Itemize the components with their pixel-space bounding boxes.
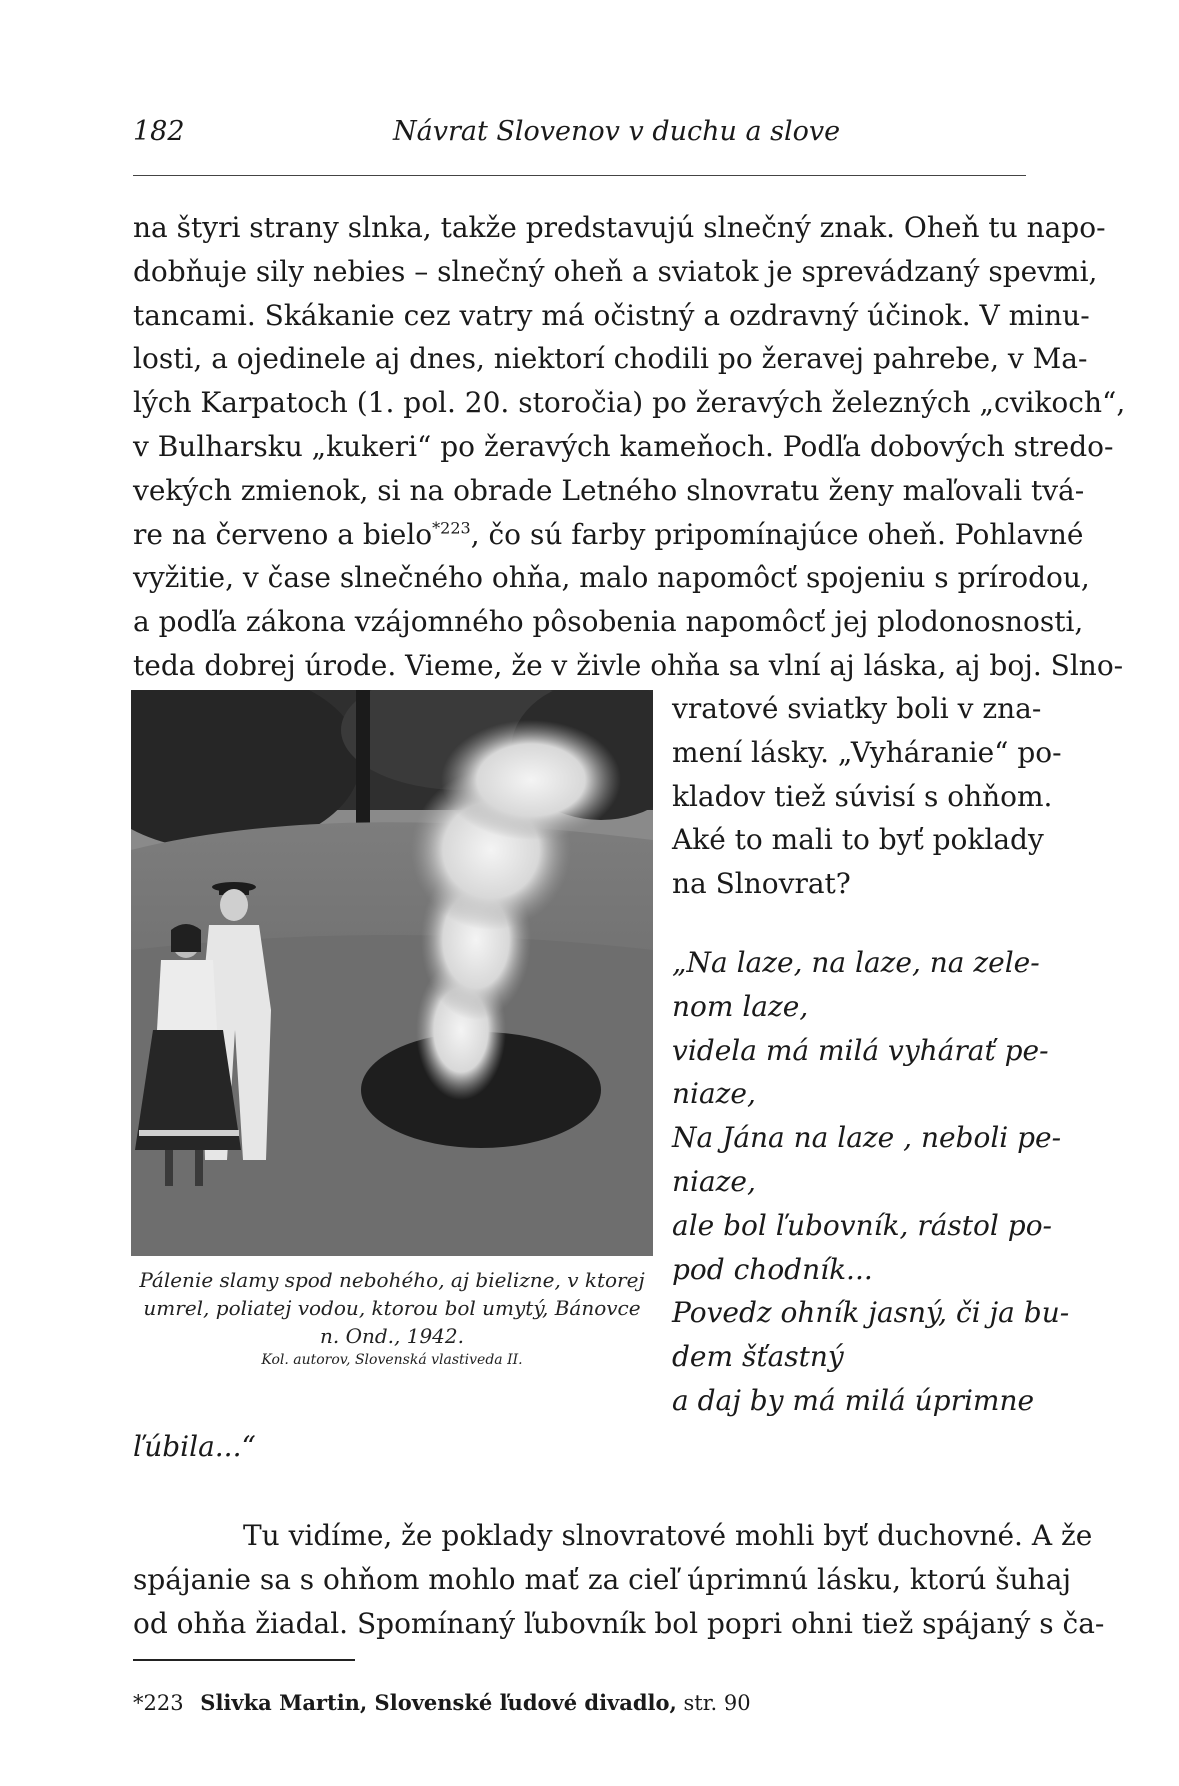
verse-line: nom laze, xyxy=(672,989,809,1023)
caption-text: Pálenie slamy spod nebohého, aj bielizne, v ktorej umrel, poliatej vodou, ktorou bol umytý, Bánovce n. Ond., 1942. xyxy=(139,1268,645,1348)
footnote-source: Slivka Martin, Slovenské ľudové divadlo, xyxy=(200,1690,677,1715)
caption-source: Kol. autorov, Slovenská vlastiveda II. xyxy=(261,1352,523,1368)
footnote-page: str. 90 xyxy=(683,1691,751,1715)
text-line: v Bulharsku „kukeri“ po žeravých kameňoch. Podľa dobových stredo- xyxy=(133,429,1114,463)
footnote-rule xyxy=(133,1659,355,1661)
verse-line: ale bol ľubovník, rástol po- xyxy=(672,1208,1053,1242)
text-line: lých Karpatoch (1. pol. 20. storočia) po žeravých železných „cvikoch“, xyxy=(133,386,1126,420)
text-line: Aké to mali to byť poklady xyxy=(672,823,1044,857)
body-paragraph-bottom xyxy=(133,1514,1105,1645)
text-line: teda dobrej úrode. Vieme, že v živle ohňa sa vlní aj láska, aj boj. Slno- xyxy=(133,648,1124,682)
verse-line: „Na laze, na laze, na zele- xyxy=(672,946,1040,979)
text-line: dobňuje sily nebies – slnečný oheň a sviatok je sprevádzaný spevmi, xyxy=(133,254,1098,288)
verse-line: a daj by má milá úprimne xyxy=(672,1383,1035,1417)
verse-line: dem šťastný xyxy=(672,1340,844,1374)
text-line: mení lásky. „Vyháranie“ po- xyxy=(672,735,1062,769)
verse-end: ľúbila...“ xyxy=(133,1430,256,1463)
text-line: kladov tiež súvisí s ohňom. xyxy=(672,779,1053,813)
running-title: Návrat Slovenov v duchu a slove xyxy=(393,116,841,147)
text-line: Tu vidíme, že poklady slnovratové mohli byť duchovné. A že xyxy=(243,1519,1093,1552)
text-line: vyžitie, v čase slnečného ohňa, malo napomôcť spojeniu s prírodou, xyxy=(133,561,1090,595)
verse-line: Na Jána na laze , neboli pe- xyxy=(672,1121,1062,1155)
text-fragment: , čo sú farby pripomínajúce oheň. Pohlavné xyxy=(470,517,1084,551)
verse-line: niaze, xyxy=(672,1164,756,1198)
text-line: od ohňa žiadal. Spomínaný ľubovník bol popri ohni tiež spájaný s ča- xyxy=(133,1606,1105,1640)
verse-line: videla má milá vyhárať pe- xyxy=(672,1033,1049,1067)
verse-line: pod chodník... xyxy=(672,1252,873,1286)
footnote-marker: *223 xyxy=(133,1691,184,1715)
text-line: a podľa zákona vzájomného pôsobenia napomôcť jej plodonosnosti, xyxy=(133,605,1084,639)
text-line: tancami. Skákanie cez vatry má očistný a ozdravný účinok. V minu- xyxy=(133,298,1090,332)
header-rule xyxy=(133,175,1026,176)
text-fragment: re na červeno a bielo xyxy=(133,517,433,551)
verse-line: Povedz ohník jasný, či ja bu- xyxy=(672,1296,1070,1330)
text-line: vekých zmienok, si na obrade Letného slnovratu ženy maľovali tvá- xyxy=(133,473,1085,507)
photo-illustration xyxy=(131,690,653,1256)
text-line xyxy=(133,513,1084,557)
footnote-reference: *223 xyxy=(432,518,471,538)
text-line: spájanie sa s ohňom mohlo mať za cieľ úprimnú lásku, ktorú šuhaj xyxy=(133,1562,1072,1596)
text-line: na Slnovrat? xyxy=(672,867,851,901)
footnote xyxy=(133,1690,751,1715)
verse xyxy=(672,941,1070,1423)
page-header xyxy=(133,116,1026,156)
body-paragraph-top xyxy=(133,206,1126,688)
side-column-text xyxy=(672,687,1062,906)
text-line: losti, a ojedinele aj dnes, niektorí chodili po žeravej pahrebe, v Ma- xyxy=(133,342,1088,376)
photo-caption xyxy=(131,1266,653,1370)
page-number: 182 xyxy=(133,116,185,147)
verse-line: niaze, xyxy=(672,1077,756,1111)
text-line: na štyri strany slnka, takže predstavujú slnečný znak. Oheň tu napo- xyxy=(133,211,1106,244)
photograph xyxy=(131,690,653,1256)
text-line: vratové sviatky boli v zna- xyxy=(672,692,1042,725)
